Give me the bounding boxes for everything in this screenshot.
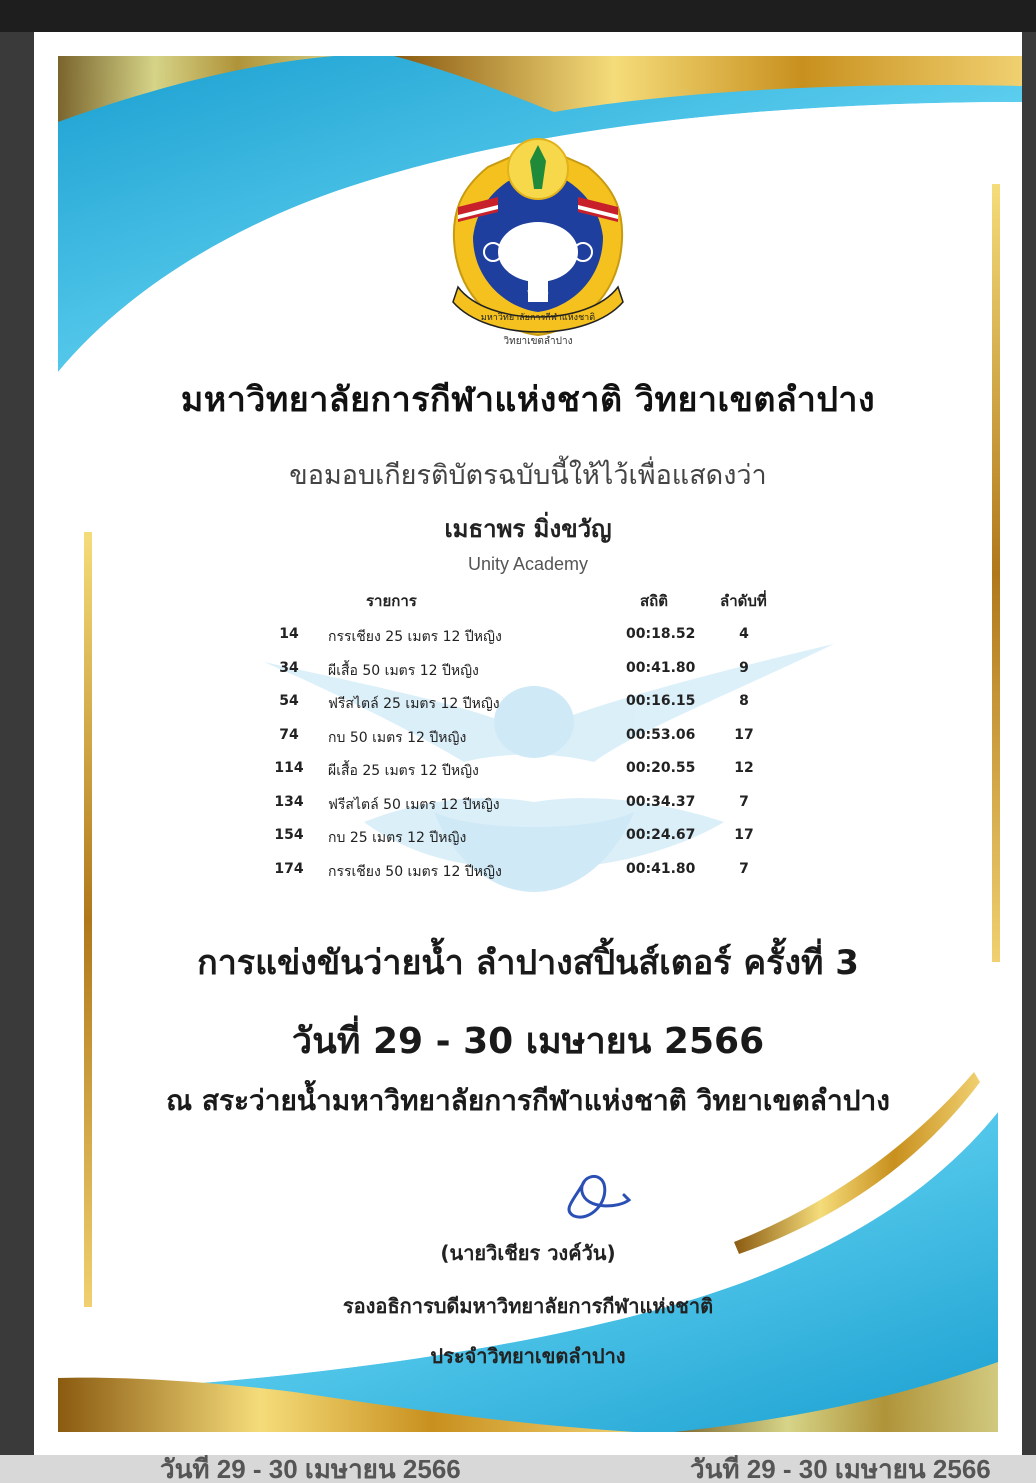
- signer-position-line1: รองอธิการบดีมหาวิทยาลัยการกีฬาแห่งชาติ: [342, 1294, 714, 1318]
- row-time: 00:16.15: [626, 693, 696, 709]
- table-row: [264, 656, 804, 686]
- row-number: 154: [274, 827, 304, 843]
- row-rank: 8: [739, 693, 749, 709]
- app-left-gutter: [0, 32, 34, 1483]
- row-event: ผีเสื้อ 25 เมตร 12 ปีหญิง: [328, 763, 479, 779]
- row-time: 00:20.55: [626, 760, 696, 776]
- competition-title: การแข่งขันว่ายน้ำ ลำปางสปิ้นส์เตอร์ ครั้งที่ 3: [197, 943, 859, 983]
- row-rank: 7: [739, 861, 749, 877]
- certificate-intro: ขอมอบเกียรติบัตรฉบับนี้ให้ไว้เพื่อแสดงว่า: [289, 460, 767, 491]
- row-time: 00:24.67: [626, 827, 696, 843]
- table-row: [264, 790, 804, 820]
- app-top-bar: [0, 0, 1036, 32]
- table-row: [264, 622, 804, 652]
- row-event: กบ 50 เมตร 12 ปีหญิง: [328, 730, 467, 746]
- row-event: กบ 25 เมตร 12 ปีหญิง: [328, 830, 467, 846]
- row-rank: 7: [739, 794, 749, 810]
- logo-ring-text: มหาวิทยาลัยการกีฬาแห่งชาติ: [480, 313, 596, 323]
- ghost-date-right: วันที่ 29 - 30 เมษายน 2566: [690, 1455, 991, 1483]
- table-row: [264, 823, 804, 853]
- row-rank: 17: [734, 827, 754, 843]
- row-number: 174: [274, 861, 304, 877]
- competition-date: วันที่ 29 - 30 เมษายน 2566: [291, 1021, 765, 1062]
- row-time: 00:53.06: [626, 727, 696, 743]
- recipient-name: เมธาพร มิ่งขวัญ: [444, 515, 612, 543]
- university-logo: [438, 127, 638, 347]
- row-rank: 9: [739, 660, 749, 676]
- row-event: ผีเสื้อ 50 เมตร 12 ปีหญิง: [328, 663, 479, 679]
- row-number: 114: [274, 760, 304, 776]
- row-time: 00:41.80: [626, 861, 696, 877]
- app-bottom-strip: [0, 1455, 1036, 1483]
- row-number: 54: [279, 693, 299, 709]
- row-rank: 12: [734, 760, 754, 776]
- certificate-page: [34, 32, 1022, 1455]
- app-right-gutter: [1022, 32, 1036, 1483]
- row-event: กรรเชียง 50 เมตร 12 ปีหญิง: [328, 864, 502, 880]
- logo-year-text: ๒๕๓๑: [527, 288, 549, 297]
- row-number: 74: [279, 727, 299, 743]
- row-number: 134: [274, 794, 304, 810]
- row-number: 14: [279, 626, 299, 642]
- table-row: [264, 857, 804, 887]
- row-event: ฟรีสไตล์ 50 เมตร 12 ปีหญิง: [328, 797, 500, 813]
- logo-caption: วิทยาเขตลำปาง: [503, 336, 573, 347]
- header-event: รายการ: [366, 592, 417, 610]
- row-rank: 4: [739, 626, 749, 642]
- header-time: สถิติ: [640, 592, 668, 610]
- ghost-date-left: วันที่ 29 - 30 เมษายน 2566: [160, 1455, 461, 1483]
- table-row: [264, 756, 804, 786]
- row-event: กรรเชียง 25 เมตร 12 ปีหญิง: [328, 629, 502, 645]
- row-rank: 17: [734, 727, 754, 743]
- recipient-team: Unity Academy: [467, 554, 589, 574]
- row-time: 00:34.37: [626, 794, 696, 810]
- row-time: 00:41.80: [626, 660, 696, 676]
- competition-venue: ณ สระว่ายน้ำมหาวิทยาลัยการกีฬาแห่งชาติ วิทยาเขตลำปาง: [166, 1084, 890, 1117]
- header-rank: ลำดับที่: [720, 592, 767, 610]
- university-title: มหาวิทยาลัยการกีฬาแห่งชาติ วิทยาเขตลำปาง: [180, 380, 876, 420]
- row-event: ฟรีสไตล์ 25 เมตร 12 ปีหญิง: [328, 696, 500, 712]
- table-row: [264, 723, 804, 753]
- signer-name: (นายวิเชียร วงค์วัน): [440, 1241, 616, 1265]
- table-row: [264, 689, 804, 719]
- signer-position-line2: ประจำวิทยาเขตลำปาง: [430, 1344, 626, 1368]
- row-number: 34: [279, 660, 299, 676]
- row-time: 00:18.52: [626, 626, 696, 642]
